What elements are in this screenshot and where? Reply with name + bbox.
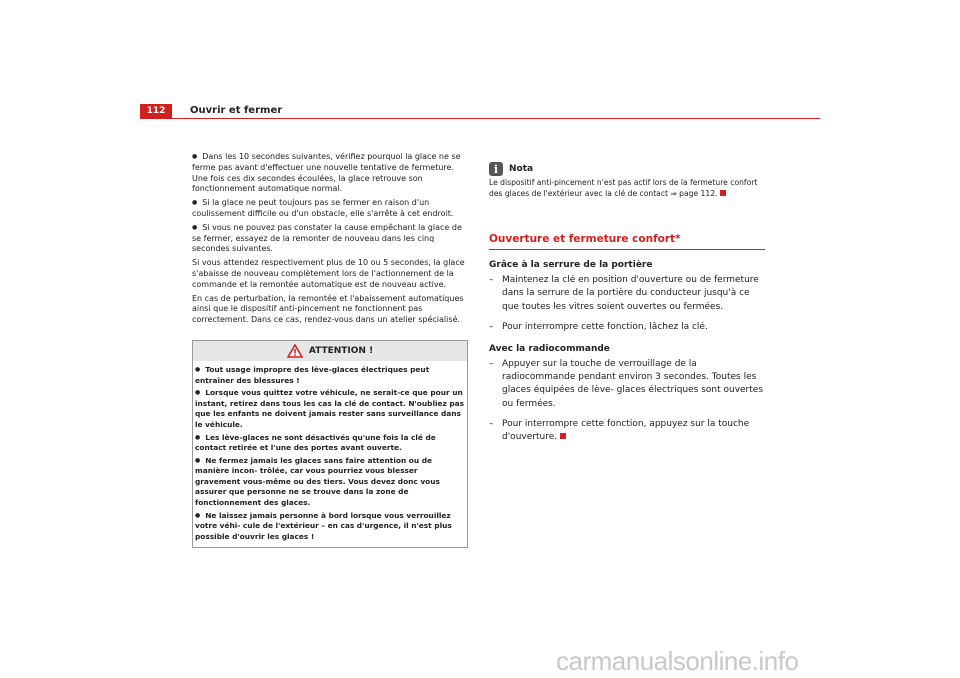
nota-text [489, 178, 765, 199]
step-text: Maintenez la clé en position d'ouverture ou de fermeture dans la serrure de la portière du conducteur jusqu'à ce que toutes les vitres soient ouvertes ou fermées. [502, 275, 759, 312]
left-column [192, 152, 468, 548]
step-text: Pour interrompre cette fonction, appuyez sur la touche d'ouverture. [502, 418, 750, 443]
section-title: Ouverture et fermeture confort* [489, 233, 765, 250]
dash-marker: – [489, 275, 494, 286]
subsection-heading-remote: Avec la radiocommande [489, 344, 610, 354]
warning-box [192, 340, 468, 549]
paragraph-5: En cas de perturbation, la remontée et l'abaissement automatiques ainsi que le dispositif anti-pincement ne fonctionnent pas correctement. Dans ce cas, rendez-vous dans un atelier spécialisé. [192, 293, 464, 325]
warning-header [193, 341, 467, 361]
warning-body [193, 361, 467, 548]
dash-marker: – [489, 418, 494, 429]
paragraph-bullet-2: ● Si la glace ne peut toujours pas se fermer en raison d'un coulissement difficile ou d'un obstacle, elle s'arrête à cet endroit. [192, 198, 468, 220]
paragraph-bullet-1: ● Dans les 10 secondes suivantes, vérifiez pourquoi la glace ne se ferme pas avant d'effectuer une nouvelle tentative de fermeture. Une fois ces dix secondes écoulées, la glace retrouve son fonctionnement automatique normal. [192, 152, 468, 195]
warning-item: ● Les lève-glaces ne sont désactivés qu'une fois la clé de contact retirée et l'une des portes avant ouverte. [195, 433, 465, 454]
end-mark-icon [560, 433, 566, 439]
subsection-heading-door-lock: Grâce à la serrure de la portière [489, 260, 653, 271]
dash-marker: – [489, 321, 494, 332]
chapter-title: Ouvrir et fermer [190, 105, 283, 116]
step-item [489, 358, 765, 411]
info-icon: i [489, 162, 503, 176]
dash-marker: – [489, 359, 494, 369]
warning-triangle-icon [287, 344, 303, 358]
step-item [489, 321, 765, 334]
warning-item: ● Ne fermez jamais les glaces sans faire attention ou de manière incon- trôlée, car vous pourriez vous blesser gravement vous-même ou des tiers. Vous devez donc vous assurer que personne ne se trouve dans la zone de fonctionnement des glaces. [195, 456, 465, 509]
watermark: carmanualsonline.info [556, 646, 799, 676]
step-item [489, 418, 765, 444]
page-header [140, 104, 820, 118]
end-mark-icon [720, 190, 726, 196]
warning-item: ● Ne laissez jamais personne à bord lorsque vous verrouillez votre véhi- cule de l'extérieur – en cas d'urgence, il n'est plus possible d'ouvrir les glaces ! [195, 511, 465, 543]
step-item [489, 274, 765, 314]
warning-item: ● Tout usage impropre des lève-glaces électriques peut entraîner des blessures ! [195, 365, 465, 386]
warning-title: ATTENTION ! [308, 345, 374, 356]
warning-item: ● Lorsque vous quittez votre véhicule, ne serait-ce que pour un instant, retirez dans tous les cas la clé de contact. N'oubliez pas que les enfants ne doivent jamais rester sans surveillance dans le véhicule. [195, 388, 465, 430]
nota-text-content: Le dispositif anti-pincement n'est pas actif lors de la fermeture confort des glaces de l'extérieur avec la clé de contact ⇒ page 112. [489, 178, 758, 198]
step-text: Pour interrompre cette fonction, lâchez la clé. [502, 321, 708, 332]
step-text-last [502, 418, 765, 444]
paragraph-4: Si vous attendez respectivement plus de 10 ou 5 secondes, la glace s'abaisse de nouveau complètement lors de l'actionnement de la commande et la remontée automatique est de nouveau active. [192, 258, 465, 289]
page-number: 112 [140, 104, 172, 118]
paragraph-bullet-3: ● Si vous ne pouvez pas constater la cause empêchant la glace de se fermer, essayez de la remonter de nouveau dans les cinq secondes suivantes. [192, 223, 468, 255]
nota-title: Nota [509, 164, 534, 174]
right-column [489, 162, 765, 451]
nota-header [489, 162, 765, 176]
header-rule [140, 118, 820, 119]
step-text: Appuyer sur la touche de verrouillage de la radiocommande pendant environ 3 secondes. Toutes les glaces équipées de lève- glaces électriques sont ouvertes ou fermées. [502, 359, 764, 409]
